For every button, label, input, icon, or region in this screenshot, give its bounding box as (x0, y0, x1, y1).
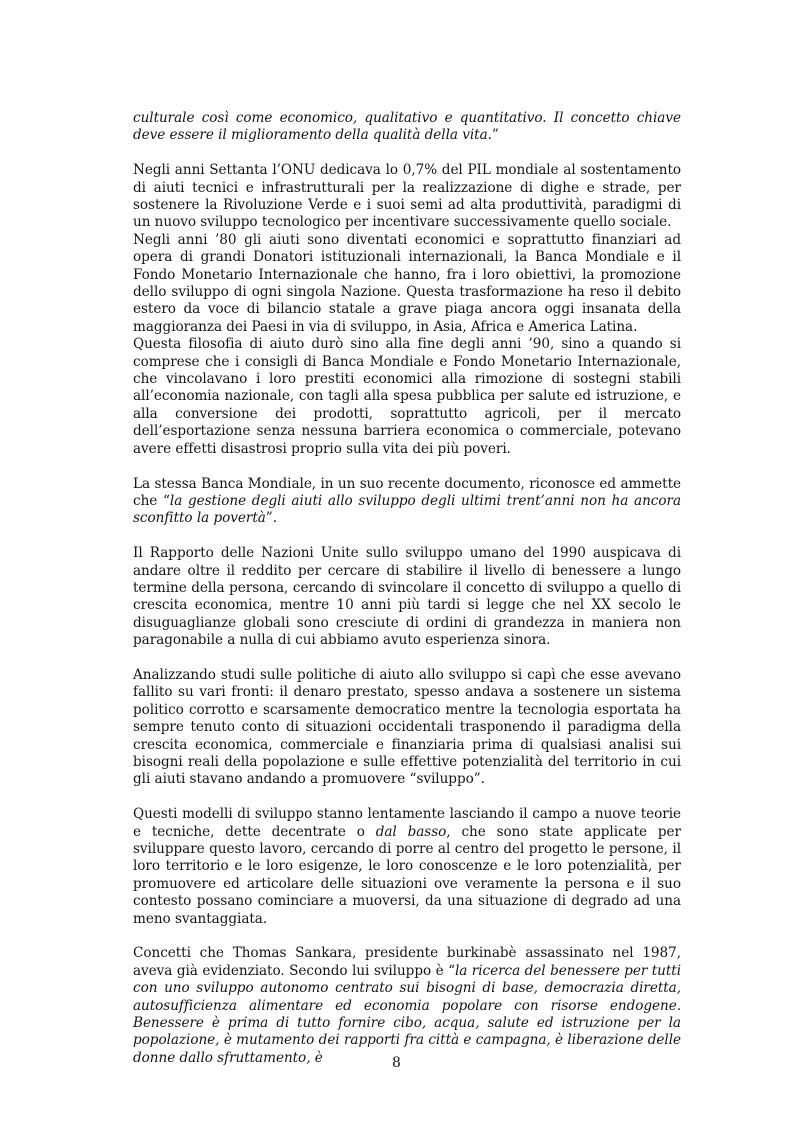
paragraph-world-bank: La stessa Banca Mondiale, in un suo recente documento, riconosce ed ammette che “la gestione degli aiuti allo sviluppo degli ultimi trent’anni non ha ancora sconfitto la povertà”. (133, 475, 681, 527)
paragraph-nineties-philosophy: Questa filosofia di aiuto durò sino alla fine degli anni ’90, sino a quando si comprese che i consigli di Banca Mondiale e Fondo Monetario Internazionale, che vincolavano i loro prestiti economici alla rimozione di sostegni stabili all’economia nazionale, con tagli alla spesa pubblica per salute ed istruzione, e alla conversione dei prodotti, soprattutto agricoli, per il mercato dell’esportazione senza nessuna barriera economica o commerciale, potevano avere effetti disastrosi proprio sulla vita dei più poveri. (133, 336, 681, 457)
document-body (133, 110, 681, 1067)
paragraph-sankara: Concetti che Thomas Sankara, presidente burkinabè assassinato nel 1987, aveva già evidenziato. Secondo lui sviluppo è “la ricerca del benessere per tutti con uno sviluppo autonomo centrato sui bisogni di base, democrazia diretta, autosufficienza alimentare ed economia popolare con risorse endogene. Benessere è prima di tutto fornire cibo, acqua, salute ed istruzione per la popolazione, è mutamento dei rapporti fra città e campagna, è liberazione delle donne dallo sfruttamento, è (133, 945, 681, 1066)
italic-term: dal basso (375, 823, 447, 840)
page-number: 8 (392, 1055, 401, 1071)
italic-quote: la ricerca del benessere per tutti con uno sviluppo autonomo centrato sui bisogni di base, democrazia diretta, autosufficienza alimentare ed economia popolare con risorse endogene. Benessere è prima di tutto fornire cibo, acqua, salute ed istruzione per la popolazione, è mutamento dei rapporti fra città e campagna, è liberazione delle donne dallo sfruttamento, è (133, 962, 681, 1066)
paragraph-onu-seventies: Negli anni Settanta l’ONU dedicava lo 0,7% del PIL mondiale al sostentamento di aiuti tecnici e infrastrutturali per la realizzazione di dighe e strade, per sostenere la Rivoluzione Verde e i suoi semi ad alta produttività, paradigmi di un nuovo sviluppo tecnologico per incentivare successivamente quello sociale. (133, 162, 681, 231)
paragraph-aid-analysis: Analizzando studi sulle politiche di aiuto allo sviluppo si capì che esse avevano fallito su vari fronti: il denaro prestato, spesso andava a sostenere un sistema politico corrotto e scarsamente democratico mentre la tecnologia esportata ha sempre tenuto conto di situazioni occidentali trasponendo il paradigma della crescita economica, commerciale e finanziaria prima di qualsiasi analisi sui bisogni reali della popolazione e sulle effettive potenzialità del territorio in cui gli aiuti stavano andando a promuovere “sviluppo”. (133, 666, 681, 788)
closing-quote: ” (491, 127, 499, 144)
paragraph-quote-continuation (133, 110, 681, 145)
italic-quote: la gestione degli aiuti allo sviluppo degli ultimi trent’anni non ha ancora sconfitto la povertà (133, 492, 681, 527)
paragraph-un-report: Il Rapporto delle Nazioni Unite sullo sviluppo umano del 1990 auspicava di andare oltre il reddito per cercare di stabilire il livello di benessere a lungo termine della persona, cercando di svincolare il concetto di sviluppo a quello di crescita economica, mentre 10 anni più tardi si legge che nel XX secolo le disuguaglianze globali sono cresciute di ordini di grandezza in maniera non paragonabile a nulla di cui abbiamo avuto esperienza sinora. (133, 545, 681, 649)
paragraph-new-models: Questi modelli di sviluppo stanno lentamente lasciando il campo a nuove teorie e tecniche, dette decentrate o dal basso, che sono state applicate per sviluppare questo lavoro, cercando di porre al centro del progetto le persone, il loro territorio e le loro esigenze, le loro conoscenze e le loro potenzialità, per promuovere ed articolare delle situazioni ove veramente la persona e il suo contesto possano cominciare a muoversi, da una situazione di degrado ad una meno svantaggiata. (133, 806, 681, 927)
paragraph-eighties-aid: Negli anni ’80 gli aiuti sono diventati economici e soprattutto finanziari ad opera di grandi Donatori istituzionali internazionali, la Banca Mondiale e il Fondo Monetario Internazionale che hanno, fra i loro obiettivi, la promozione dello sviluppo di ogni singola Nazione. Questa trasformazione ha reso il debito estero da voce di bilancio statale a grave piaga ancora oggi insanata della maggioranza dei Paesi in via di sviluppo, in Asia, Africa e America Latina. (133, 231, 681, 335)
italic-quote: culturale così come economico, qualitativo e quantitativo. Il concetto chiave deve essere il miglioramento della qualità della vita. (133, 110, 681, 144)
